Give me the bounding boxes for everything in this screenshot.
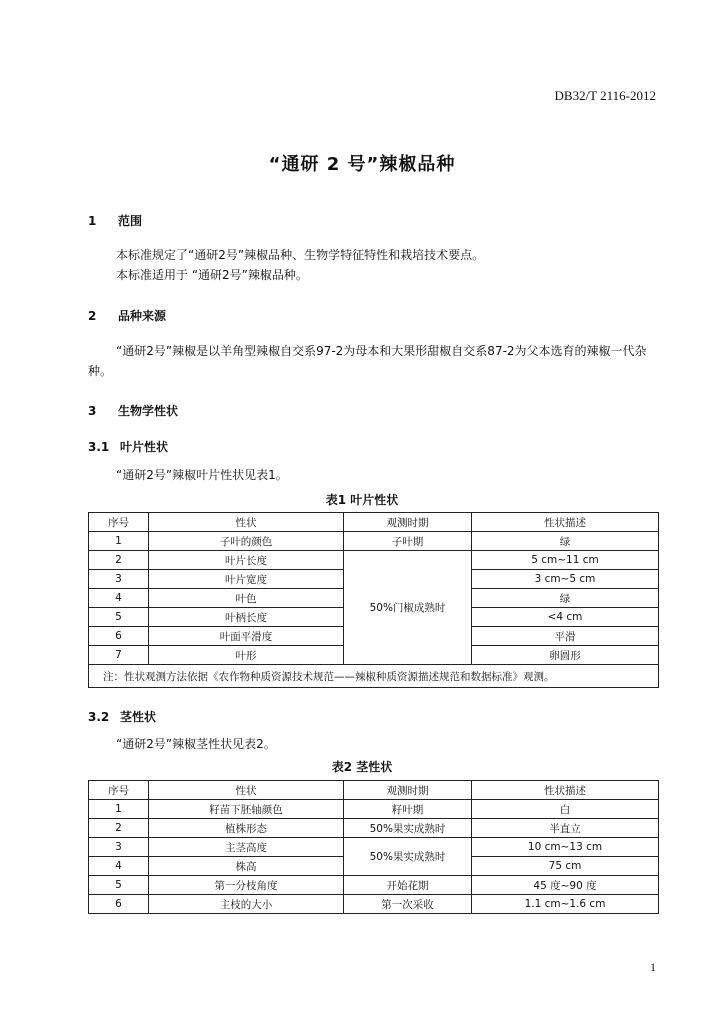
row-number: 3 [89,570,149,589]
description-cell: 绿 [472,589,659,608]
trait-cell: 植株形态 [149,819,344,838]
row-number: 3 [89,838,149,857]
row-number: 6 [89,627,149,646]
row-number: 1 [89,800,149,819]
header-cell: 序号 [89,781,149,800]
section-3-1-heading [88,438,168,455]
trait-cell: 籽苗下胚轴颜色 [149,800,344,819]
header-cell: 序号 [89,513,149,532]
description-cell: 45 度~90 度 [472,876,659,895]
table-note: 注：性状观测方法依据《农作物种质资源技术规范——辣椒种质资源描述规范和数据标准》观测。 [89,665,659,688]
table-row [89,800,659,819]
section-1-paragraph-1: 本标准规定了“通研2号”辣椒品种、生物学特征特性和栽培技术要点。 [116,248,485,262]
period-cell: 开始花期 [344,876,472,895]
description-cell: 卵圆形 [472,646,659,665]
row-number: 2 [89,551,149,570]
row-number: 5 [89,876,149,895]
section-title: 茎性状 [120,710,157,724]
table-1-caption: 表1 叶片性状 [325,493,399,507]
period-cell: 第一次采收 [344,895,472,914]
section-title: 品种来源 [118,309,167,323]
trait-cell: 叶片宽度 [149,570,344,589]
table-row [89,551,659,570]
description-cell: 3 cm~5 cm [472,570,659,589]
section-number: 1 [88,214,97,228]
trait-cell: 主枝的大小 [149,895,344,914]
trait-cell: 株高 [149,857,344,876]
section-2-heading [88,307,166,324]
section-1-heading [88,212,142,229]
section-title: 叶片性状 [120,440,169,454]
trait-cell: 叶柄长度 [149,608,344,627]
row-number: 5 [89,608,149,627]
section-number: 3.2 [88,710,110,724]
section-title: 生物学性状 [118,404,179,418]
table-row [89,838,659,857]
document-code: DB32/T 2116-2012 [554,88,656,103]
trait-cell: 叶色 [149,589,344,608]
section-3-2-heading [88,708,156,725]
table-1 [88,512,659,688]
section-3-heading [88,402,178,419]
header-cell: 性状描述 [472,781,659,800]
row-number: 4 [89,857,149,876]
description-cell: 1.1 cm~1.6 cm [472,895,659,914]
table-row [89,895,659,914]
period-cell: 50%果实成熟时 [344,819,472,838]
trait-cell: 叶片长度 [149,551,344,570]
description-cell: 半直立 [472,819,659,838]
section-2-paragraph-1: “通研2号”辣椒是以羊角型辣椒自交系97-2为母本和大果形甜椒自交系87-2为父本选育的辣椒一代杂种。 [88,344,647,378]
header-cell: 观测时期 [344,513,472,532]
merged-period-cell: 50%门椒成熟时 [344,551,472,665]
trait-cell: 第一分枝角度 [149,876,344,895]
document-title: “通研 2 号”辣椒品种 [268,154,456,175]
table-2 [88,780,659,914]
description-cell: 75 cm [472,857,659,876]
description-cell: <4 cm [472,608,659,627]
period-cell: 子叶期 [344,532,472,551]
table-header-row [89,513,659,532]
page-number: 1 [650,960,656,974]
section-number: 3 [88,404,97,418]
description-cell: 绿 [472,532,659,551]
period-cell: 籽叶期 [344,800,472,819]
header-cell: 性状描述 [472,513,659,532]
section-number: 3.1 [88,440,110,454]
description-cell: 平滑 [472,627,659,646]
header-cell: 性状 [149,781,344,800]
section-3-1-paragraph: “通研2号”辣椒叶片性状见表1。 [116,468,288,482]
trait-cell: 叶面平滑度 [149,627,344,646]
row-number: 1 [89,532,149,551]
row-number: 4 [89,589,149,608]
section-title: 范围 [118,214,143,228]
description-cell: 10 cm~13 cm [472,838,659,857]
table-2-caption: 表2 茎性状 [331,760,393,774]
description-cell: 白 [472,800,659,819]
table-row [89,876,659,895]
header-cell: 观测时期 [344,781,472,800]
header-cell: 性状 [149,513,344,532]
description-cell: 5 cm~11 cm [472,551,659,570]
section-3-2-paragraph: “通研2号”辣椒茎性状见表2。 [116,737,276,751]
row-number: 6 [89,895,149,914]
merged-period-cell: 50%果实成熟时 [344,838,472,876]
trait-cell: 叶形 [149,646,344,665]
table-row [89,819,659,838]
table-header-row [89,781,659,800]
trait-cell: 主茎高度 [149,838,344,857]
section-number: 2 [88,309,97,323]
table-row [89,532,659,551]
section-1-paragraph-2: 本标准适用于 “通研2号”辣椒品种。 [116,268,308,282]
row-number: 2 [89,819,149,838]
row-number: 7 [89,646,149,665]
trait-cell: 子叶的颜色 [149,532,344,551]
table-note-row [89,665,659,688]
